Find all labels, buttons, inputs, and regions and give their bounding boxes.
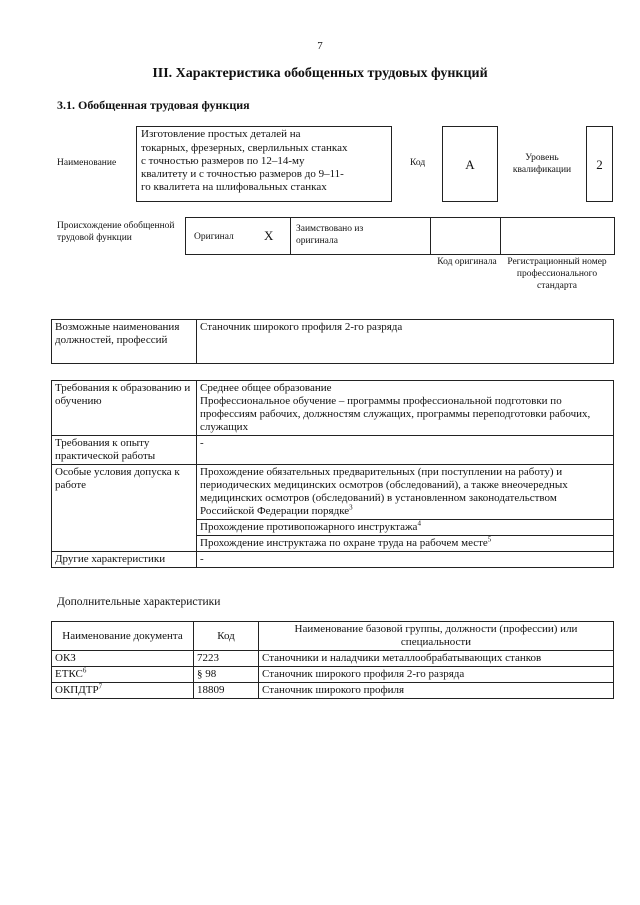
experience-value: -	[197, 436, 614, 465]
admission-value	[197, 465, 614, 520]
origin-label: Происхождение обобщенной трудовой функции	[57, 221, 175, 243]
page-title: III. Характеристика обобщенных трудовых функций	[152, 66, 488, 81]
safety-briefing-text: Прохождение инструктажа по охране труда на рабочем месте	[200, 537, 488, 549]
column-header: Наименование базовой группы, должности (профессии) или специальности	[259, 622, 614, 651]
table-row	[52, 651, 614, 667]
original-label: Оригинал	[194, 232, 234, 242]
page-number: 7	[317, 40, 323, 52]
footnote-ref: 3	[349, 503, 353, 512]
function-name-line: го квалитета на шлифовальных станках	[141, 181, 327, 193]
function-name-line: с точностью размеров по 12–14-му	[141, 155, 305, 167]
code-label: Код	[410, 158, 426, 168]
other-label: Другие характеристики	[52, 552, 197, 568]
table-row	[52, 667, 614, 683]
name-label: Наименование	[57, 158, 117, 168]
footnote-ref: 5	[487, 535, 492, 544]
additional-heading: Дополнительные характеристики	[57, 596, 221, 608]
section-subtitle: 3.1. Обобщенная трудовая функция	[57, 98, 250, 112]
requirements-table	[51, 380, 614, 568]
original-mark: X	[264, 228, 274, 243]
footnote-ref: 4	[417, 519, 421, 528]
table-row	[52, 683, 614, 699]
positions-table	[51, 319, 614, 364]
code-cell: § 98	[194, 667, 259, 683]
admission-value	[197, 520, 614, 536]
education-line: Профессиональное обучение – программы профессиональной подготовки по профессиям рабочих, должностям служащих, программы переподготовки рабочих, служащих	[200, 395, 591, 433]
name-cell: Станочник широкого профиля 2-го разряда	[259, 667, 614, 683]
education-value	[197, 381, 614, 436]
education-line: Среднее общее образование	[200, 382, 332, 394]
code-cell: 7223	[194, 651, 259, 667]
admission-value	[197, 536, 614, 552]
admission-label: Особые условия допуска к работе	[52, 465, 197, 552]
function-name-line: квалитету и с точностью размеров до 9–11-	[141, 168, 344, 180]
medical-exam-text: Прохождение обязательных предварительных (при поступлении на работу) и периодических медицинских осмотров (обследований), а также внеочередных медицинских осмотров (обследований) в установленном законодательством Российской Федерации порядке	[200, 466, 568, 517]
positions-label: Возможные наименования должностей, профессий	[52, 320, 197, 364]
name-cell: Станочник широкого профиля	[259, 683, 614, 699]
function-name-line: Изготовление простых деталей на	[141, 128, 301, 140]
code-cell: 18809	[194, 683, 259, 699]
function-name-line: токарных, фрезерных, сверлильных станках	[141, 142, 348, 154]
doc-cell: ОКЗ	[52, 651, 194, 667]
code-value: A	[442, 126, 498, 202]
positions-value: Станочник широкого профиля 2-го разряда	[197, 320, 614, 364]
column-header: Код	[194, 622, 259, 651]
reg-number-label: Регистрационный номер профессионального стандарта	[507, 257, 607, 291]
code-original-label: Код оригинала	[437, 257, 497, 267]
level-label: Уровень квалификации	[512, 153, 572, 175]
other-value: -	[197, 552, 614, 568]
function-name-box	[136, 126, 392, 202]
fire-briefing-text: Прохождение противопожарного инструктажа	[200, 521, 418, 533]
name-cell: Станочники и наладчики металлообрабатывающих станков	[259, 651, 614, 667]
column-header: Наименование документа	[52, 622, 194, 651]
additional-table	[51, 621, 614, 699]
experience-label: Требования к опыту практической работы	[52, 436, 197, 465]
level-value: 2	[586, 126, 613, 202]
education-label: Требования к образованию и обучению	[52, 381, 197, 436]
doc-cell: ОКПДТР$^7$	[52, 683, 194, 699]
doc-cell: ЕТКС$^6$	[52, 667, 194, 683]
borrowed-label: Заимствовано из оригинала	[296, 224, 364, 246]
origin-box	[185, 217, 615, 255]
